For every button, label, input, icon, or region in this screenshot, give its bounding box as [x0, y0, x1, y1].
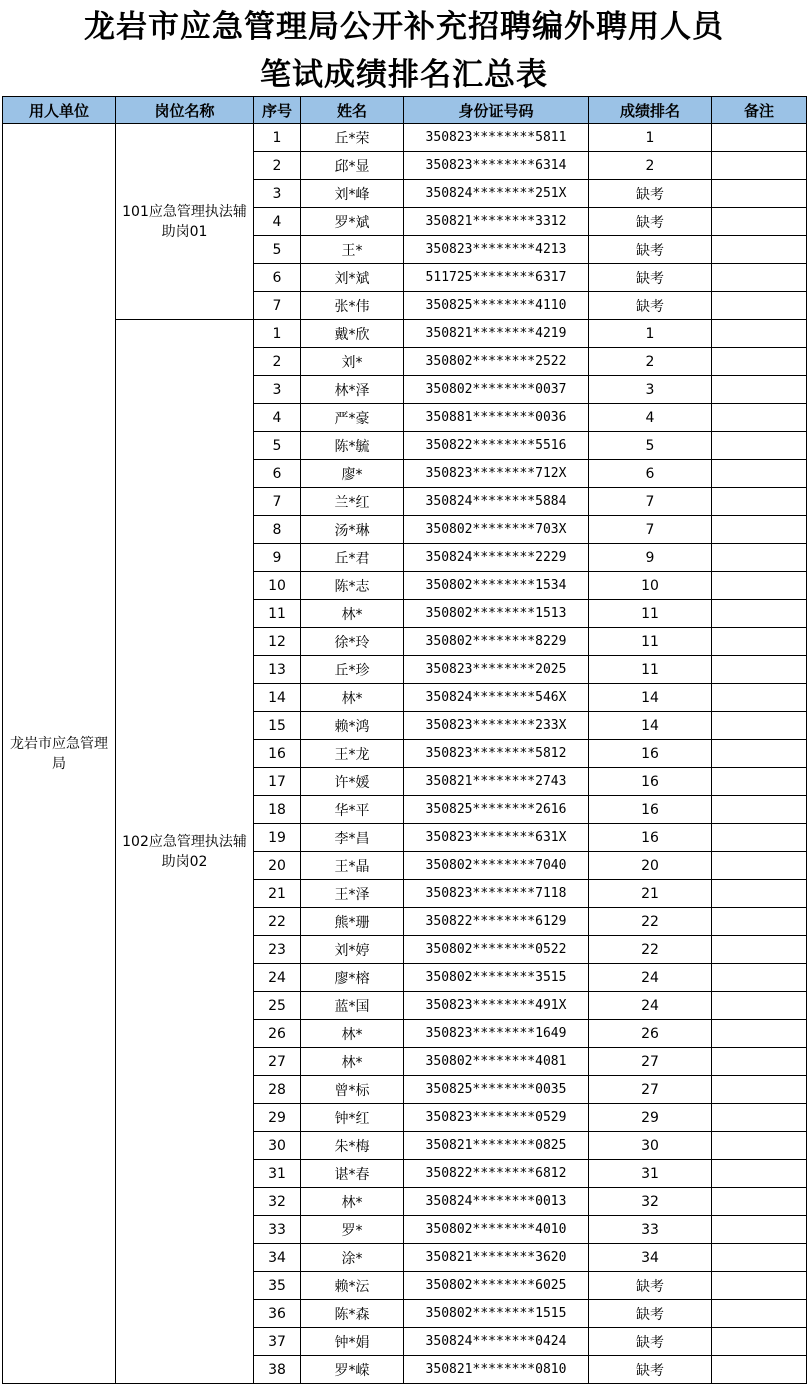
name-cell: 罗*嵘 — [301, 1356, 404, 1384]
remark-cell — [712, 740, 807, 768]
name-cell: 王*晶 — [301, 852, 404, 880]
rank-cell: 缺考 — [589, 1328, 712, 1356]
rank-cell: 3 — [589, 376, 712, 404]
name-cell: 廖*榕 — [301, 964, 404, 992]
header-rank: 成绩排名 — [589, 97, 712, 124]
table-body — [3, 124, 807, 1384]
name-cell: 林* — [301, 1188, 404, 1216]
table-row — [3, 124, 807, 152]
seq-cell: 5 — [254, 236, 301, 264]
id-cell: 350824********0013 — [404, 1188, 589, 1216]
id-cell: 350823********7118 — [404, 880, 589, 908]
id-cell: 350823********5811 — [404, 124, 589, 152]
seq-cell: 4 — [254, 404, 301, 432]
rank-cell: 4 — [589, 404, 712, 432]
rank-cell: 11 — [589, 656, 712, 684]
id-cell: 350802********0037 — [404, 376, 589, 404]
seq-cell: 2 — [254, 348, 301, 376]
id-cell: 350881********0036 — [404, 404, 589, 432]
rank-cell: 31 — [589, 1160, 712, 1188]
rank-cell: 缺考 — [589, 1272, 712, 1300]
seq-cell: 9 — [254, 544, 301, 572]
name-cell: 陈*森 — [301, 1300, 404, 1328]
seq-cell: 15 — [254, 712, 301, 740]
rank-cell: 1 — [589, 320, 712, 348]
id-cell: 350823********0529 — [404, 1104, 589, 1132]
seq-cell: 6 — [254, 264, 301, 292]
remark-cell — [712, 908, 807, 936]
remark-cell — [712, 572, 807, 600]
name-cell: 赖*鸿 — [301, 712, 404, 740]
name-cell: 邱*显 — [301, 152, 404, 180]
rank-cell: 27 — [589, 1048, 712, 1076]
seq-cell: 19 — [254, 824, 301, 852]
name-cell: 戴*欣 — [301, 320, 404, 348]
name-cell: 林* — [301, 1048, 404, 1076]
id-cell: 350821********0810 — [404, 1356, 589, 1384]
name-cell: 曾*标 — [301, 1076, 404, 1104]
seq-cell: 31 — [254, 1160, 301, 1188]
results-table — [2, 96, 807, 1384]
name-cell: 严*豪 — [301, 404, 404, 432]
rank-cell: 10 — [589, 572, 712, 600]
name-cell: 汤*琳 — [301, 516, 404, 544]
id-cell: 350802********1534 — [404, 572, 589, 600]
name-cell: 刘* — [301, 348, 404, 376]
id-cell: 350821********2743 — [404, 768, 589, 796]
id-cell: 350823********233X — [404, 712, 589, 740]
rank-cell: 6 — [589, 460, 712, 488]
position-cell: 102应急管理执法辅助岗02 — [116, 320, 254, 1384]
seq-cell: 27 — [254, 1048, 301, 1076]
remark-cell — [712, 964, 807, 992]
name-cell: 丘*荣 — [301, 124, 404, 152]
rank-cell: 32 — [589, 1188, 712, 1216]
seq-cell: 7 — [254, 292, 301, 320]
name-cell: 刘*婷 — [301, 936, 404, 964]
rank-cell: 11 — [589, 600, 712, 628]
remark-cell — [712, 992, 807, 1020]
id-cell: 350823********4213 — [404, 236, 589, 264]
name-cell: 陈*毓 — [301, 432, 404, 460]
id-cell: 350824********251X — [404, 180, 589, 208]
id-cell: 350821********4219 — [404, 320, 589, 348]
seq-cell: 24 — [254, 964, 301, 992]
id-cell: 350802********2522 — [404, 348, 589, 376]
id-cell: 350802********7040 — [404, 852, 589, 880]
rank-cell: 5 — [589, 432, 712, 460]
remark-cell — [712, 684, 807, 712]
seq-cell: 2 — [254, 152, 301, 180]
id-cell: 350823********1649 — [404, 1020, 589, 1048]
name-cell: 林*泽 — [301, 376, 404, 404]
remark-cell — [712, 292, 807, 320]
remark-cell — [712, 208, 807, 236]
rank-cell: 21 — [589, 880, 712, 908]
remark-cell — [712, 880, 807, 908]
id-cell: 350825********2616 — [404, 796, 589, 824]
name-cell: 丘*君 — [301, 544, 404, 572]
id-cell: 350802********0522 — [404, 936, 589, 964]
name-cell: 林* — [301, 1020, 404, 1048]
id-cell: 350823********6314 — [404, 152, 589, 180]
remark-cell — [712, 1160, 807, 1188]
name-cell: 陈*志 — [301, 572, 404, 600]
rank-cell: 22 — [589, 908, 712, 936]
name-cell: 钟*娟 — [301, 1328, 404, 1356]
remark-cell — [712, 320, 807, 348]
remark-cell — [712, 348, 807, 376]
name-cell: 熊*珊 — [301, 908, 404, 936]
remark-cell — [712, 1076, 807, 1104]
remark-cell — [712, 1216, 807, 1244]
name-cell: 张*伟 — [301, 292, 404, 320]
seq-cell: 8 — [254, 516, 301, 544]
seq-cell: 30 — [254, 1132, 301, 1160]
remark-cell — [712, 1132, 807, 1160]
remark-cell — [712, 1328, 807, 1356]
rank-cell: 缺考 — [589, 208, 712, 236]
seq-cell: 29 — [254, 1104, 301, 1132]
remark-cell — [712, 1188, 807, 1216]
rank-cell: 34 — [589, 1244, 712, 1272]
seq-cell: 17 — [254, 768, 301, 796]
id-cell: 350802********8229 — [404, 628, 589, 656]
seq-cell: 21 — [254, 880, 301, 908]
remark-cell — [712, 460, 807, 488]
id-cell: 350802********6025 — [404, 1272, 589, 1300]
name-cell: 丘*珍 — [301, 656, 404, 684]
rank-cell: 16 — [589, 740, 712, 768]
rank-cell: 2 — [589, 152, 712, 180]
rank-cell: 缺考 — [589, 1356, 712, 1384]
name-cell: 林* — [301, 684, 404, 712]
remark-cell — [712, 852, 807, 880]
id-cell: 350822********6129 — [404, 908, 589, 936]
rank-cell: 30 — [589, 1132, 712, 1160]
header-unit: 用人单位 — [3, 97, 116, 124]
remark-cell — [712, 1272, 807, 1300]
rank-cell: 16 — [589, 768, 712, 796]
id-cell: 350825********4110 — [404, 292, 589, 320]
name-cell: 朱*梅 — [301, 1132, 404, 1160]
rank-cell: 缺考 — [589, 292, 712, 320]
rank-cell: 2 — [589, 348, 712, 376]
rank-cell: 14 — [589, 684, 712, 712]
header-position: 岗位名称 — [116, 97, 254, 124]
remark-cell — [712, 1020, 807, 1048]
name-cell: 罗*斌 — [301, 208, 404, 236]
id-cell: 511725********6317 — [404, 264, 589, 292]
remark-cell — [712, 768, 807, 796]
seq-cell: 33 — [254, 1216, 301, 1244]
remark-cell — [712, 712, 807, 740]
id-cell: 350802********4010 — [404, 1216, 589, 1244]
name-cell: 刘*峰 — [301, 180, 404, 208]
rank-cell: 7 — [589, 516, 712, 544]
id-cell: 350823********5812 — [404, 740, 589, 768]
rank-cell: 29 — [589, 1104, 712, 1132]
header-id: 身份证号码 — [404, 97, 589, 124]
id-cell: 350802********1515 — [404, 1300, 589, 1328]
seq-cell: 1 — [254, 320, 301, 348]
seq-cell: 14 — [254, 684, 301, 712]
id-cell: 350821********3620 — [404, 1244, 589, 1272]
name-cell: 廖* — [301, 460, 404, 488]
id-cell: 350824********5884 — [404, 488, 589, 516]
seq-cell: 34 — [254, 1244, 301, 1272]
rank-cell: 9 — [589, 544, 712, 572]
id-cell: 350823********2025 — [404, 656, 589, 684]
id-cell: 350823********491X — [404, 992, 589, 1020]
seq-cell: 4 — [254, 208, 301, 236]
remark-cell — [712, 1048, 807, 1076]
table-header-row — [3, 97, 807, 124]
seq-cell: 12 — [254, 628, 301, 656]
seq-cell: 11 — [254, 600, 301, 628]
rank-cell: 缺考 — [589, 236, 712, 264]
rank-cell: 22 — [589, 936, 712, 964]
id-cell: 350802********703X — [404, 516, 589, 544]
remark-cell — [712, 516, 807, 544]
name-cell: 罗* — [301, 1216, 404, 1244]
seq-cell: 7 — [254, 488, 301, 516]
remark-cell — [712, 488, 807, 516]
id-cell: 350821********0825 — [404, 1132, 589, 1160]
remark-cell — [712, 404, 807, 432]
rank-cell: 16 — [589, 824, 712, 852]
rank-cell: 33 — [589, 1216, 712, 1244]
remark-cell — [712, 936, 807, 964]
name-cell: 李*昌 — [301, 824, 404, 852]
seq-cell: 22 — [254, 908, 301, 936]
remark-cell — [712, 1104, 807, 1132]
remark-cell — [712, 656, 807, 684]
remark-cell — [712, 628, 807, 656]
remark-cell — [712, 544, 807, 572]
name-cell: 王*泽 — [301, 880, 404, 908]
id-cell: 350824********546X — [404, 684, 589, 712]
rank-cell: 20 — [589, 852, 712, 880]
name-cell: 蓝*国 — [301, 992, 404, 1020]
remark-cell — [712, 236, 807, 264]
seq-cell: 25 — [254, 992, 301, 1020]
id-cell: 350822********6812 — [404, 1160, 589, 1188]
header-remark: 备注 — [712, 97, 807, 124]
name-cell: 涂* — [301, 1244, 404, 1272]
seq-cell: 23 — [254, 936, 301, 964]
remark-cell — [712, 180, 807, 208]
remark-cell — [712, 824, 807, 852]
seq-cell: 16 — [254, 740, 301, 768]
name-cell: 华*平 — [301, 796, 404, 824]
id-cell: 350802********4081 — [404, 1048, 589, 1076]
name-cell: 赖*沄 — [301, 1272, 404, 1300]
id-cell: 350821********3312 — [404, 208, 589, 236]
rank-cell: 24 — [589, 992, 712, 1020]
remark-cell — [712, 264, 807, 292]
unit-cell: 龙岩市应急管理局 — [3, 124, 116, 1384]
name-cell: 林* — [301, 600, 404, 628]
id-cell: 350824********0424 — [404, 1328, 589, 1356]
seq-cell: 6 — [254, 460, 301, 488]
name-cell: 许*媛 — [301, 768, 404, 796]
name-cell: 王* — [301, 236, 404, 264]
seq-cell: 36 — [254, 1300, 301, 1328]
header-name: 姓名 — [301, 97, 404, 124]
id-cell: 350823********712X — [404, 460, 589, 488]
rank-cell: 7 — [589, 488, 712, 516]
name-cell: 兰*红 — [301, 488, 404, 516]
id-cell: 350822********5516 — [404, 432, 589, 460]
seq-cell: 20 — [254, 852, 301, 880]
remark-cell — [712, 376, 807, 404]
remark-cell — [712, 432, 807, 460]
id-cell: 350802********1513 — [404, 600, 589, 628]
remark-cell — [712, 796, 807, 824]
name-cell: 徐*玲 — [301, 628, 404, 656]
seq-cell: 28 — [254, 1076, 301, 1104]
remark-cell — [712, 1244, 807, 1272]
rank-cell: 缺考 — [589, 264, 712, 292]
name-cell: 王*龙 — [301, 740, 404, 768]
remark-cell — [712, 124, 807, 152]
seq-cell: 1 — [254, 124, 301, 152]
remark-cell — [712, 152, 807, 180]
id-cell: 350824********2229 — [404, 544, 589, 572]
seq-cell: 3 — [254, 376, 301, 404]
rank-cell: 缺考 — [589, 180, 712, 208]
seq-cell: 35 — [254, 1272, 301, 1300]
seq-cell: 5 — [254, 432, 301, 460]
rank-cell: 27 — [589, 1076, 712, 1104]
remark-cell — [712, 600, 807, 628]
rank-cell: 24 — [589, 964, 712, 992]
rank-cell: 26 — [589, 1020, 712, 1048]
seq-cell: 10 — [254, 572, 301, 600]
remark-cell — [712, 1356, 807, 1384]
rank-cell: 16 — [589, 796, 712, 824]
position-cell: 101应急管理执法辅助岗01 — [116, 124, 254, 320]
seq-cell: 18 — [254, 796, 301, 824]
header-seq: 序号 — [254, 97, 301, 124]
seq-cell: 37 — [254, 1328, 301, 1356]
rank-cell: 缺考 — [589, 1300, 712, 1328]
id-cell: 350825********0035 — [404, 1076, 589, 1104]
name-cell: 谌*春 — [301, 1160, 404, 1188]
rank-cell: 1 — [589, 124, 712, 152]
name-cell: 钟*红 — [301, 1104, 404, 1132]
seq-cell: 13 — [254, 656, 301, 684]
page-title: 龙岩市应急管理局公开补充招聘编外聘用人员 — [84, 9, 724, 45]
seq-cell: 38 — [254, 1356, 301, 1384]
id-cell: 350823********631X — [404, 824, 589, 852]
rank-cell: 14 — [589, 712, 712, 740]
table-row — [3, 320, 807, 348]
seq-cell: 3 — [254, 180, 301, 208]
rank-cell: 11 — [589, 628, 712, 656]
name-cell: 刘*斌 — [301, 264, 404, 292]
remark-cell — [712, 1300, 807, 1328]
seq-cell: 26 — [254, 1020, 301, 1048]
page-subtitle: 笔试成绩排名汇总表 — [260, 57, 548, 93]
seq-cell: 32 — [254, 1188, 301, 1216]
id-cell: 350802********3515 — [404, 964, 589, 992]
